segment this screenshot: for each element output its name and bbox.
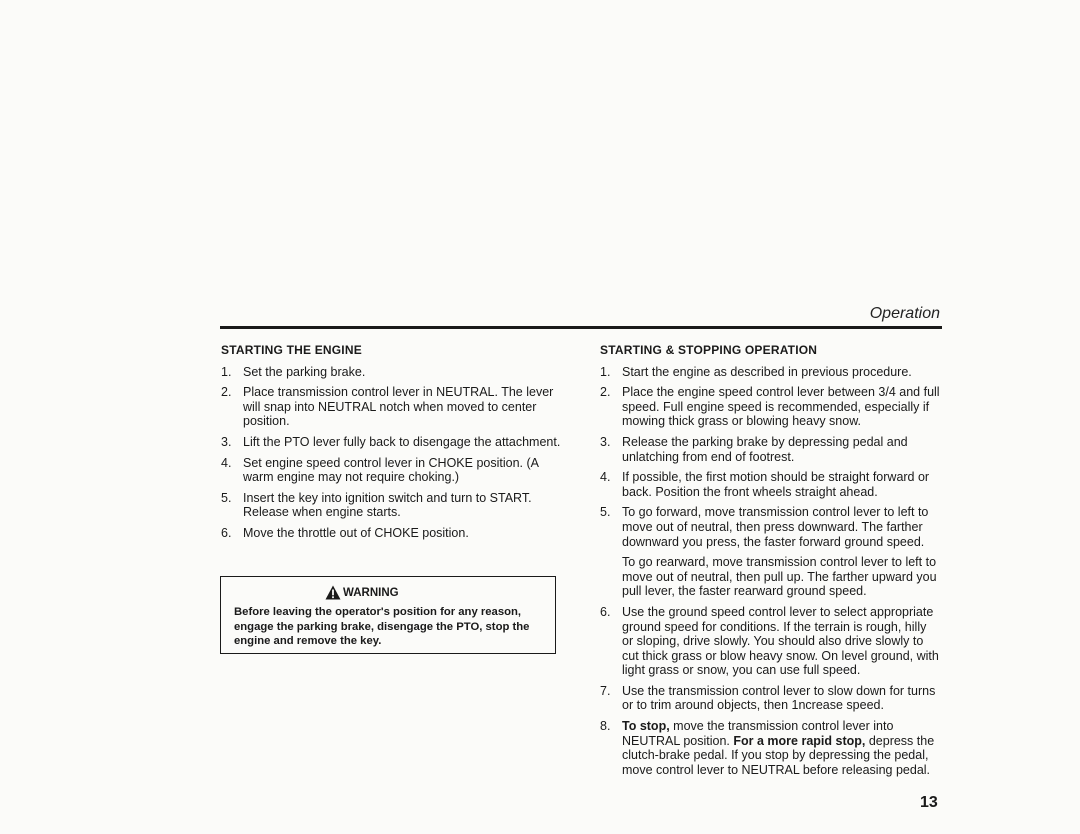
list-item: 5. Insert the key into ignition switch and turn to START. Release when engine starts. xyxy=(221,490,532,520)
right-steps xyxy=(600,365,940,778)
list-item: 3. Release the parking brake by depressing pedal and unlatching from end of footrest. xyxy=(600,434,908,464)
list-item: 6. Move the throttle out of CHOKE position. xyxy=(221,525,469,540)
list-item: 7. Use the transmission control lever to slow down for turns or to trim around objects, then 1ncrease speed. xyxy=(600,683,936,713)
warning-header xyxy=(325,585,399,600)
warning-text: Before leaving the operator's position for any reason, engage the parking brake, disengage the PTO, stop the engine and remove the key. xyxy=(234,606,530,648)
warning-box xyxy=(220,576,556,654)
list-item: 1. Start the engine as described in previous procedure. xyxy=(600,364,912,379)
list-item: 8. To stop, move the transmission control lever into NEUTRAL position. For a more rapid stop, depress the clutch-brake pedal. If you stop by depressing the pedal, move control lever to NEUTRAL before releasing pedal. xyxy=(600,719,935,777)
section-title: Operation xyxy=(869,305,940,322)
list-item: 6. Use the ground speed control lever to select appropriate ground speed for conditions. If the terrain is rough, hilly or sloping, drive slowly. You should also drive slowly to cut thick grass or blow heavy snow. On level ground, with light grass or snow, you can use full speed. xyxy=(600,604,939,678)
list-item: 2. Place transmission control lever in NEUTRAL. The lever will snap into NEUTRAL notch when moved to center position. xyxy=(221,385,554,429)
right-column xyxy=(600,343,940,783)
warning-triangle-icon xyxy=(325,585,341,600)
page-number: 13 xyxy=(920,794,938,811)
warning-label: WARNING xyxy=(343,586,399,599)
list-item: 4. Set engine speed control lever in CHOKE position. (A warm engine may not require choking.) xyxy=(221,455,539,485)
header-rule xyxy=(220,326,942,329)
list-item: 1. Set the parking brake. xyxy=(221,364,366,379)
list-item: 3. Lift the PTO lever fully back to disengage the attachment. xyxy=(221,434,561,449)
right-heading: STARTING & STOPPING OPERATION xyxy=(600,343,818,357)
list-item: 2. Place the engine speed control lever between 3/4 and full speed. Full engine speed is recommended, especially if mowing thick grass or blowing heavy snow. xyxy=(600,385,940,429)
left-column xyxy=(221,343,561,547)
left-steps xyxy=(221,365,561,541)
list-item: 5. To go forward, move transmission control lever to left to move out of neutral, then press downward. The farther downward you press, the faster forward ground speed. To go rearward, move transmission control lever to left to move out of neutral, then pull up. The farther upward you pull lever, the faster rearward ground speed. xyxy=(600,505,937,599)
left-heading: STARTING THE ENGINE xyxy=(221,343,362,357)
list-item: 4. If possible, the first motion should be straight forward or back. Position the front wheels straight ahead. xyxy=(600,470,930,499)
